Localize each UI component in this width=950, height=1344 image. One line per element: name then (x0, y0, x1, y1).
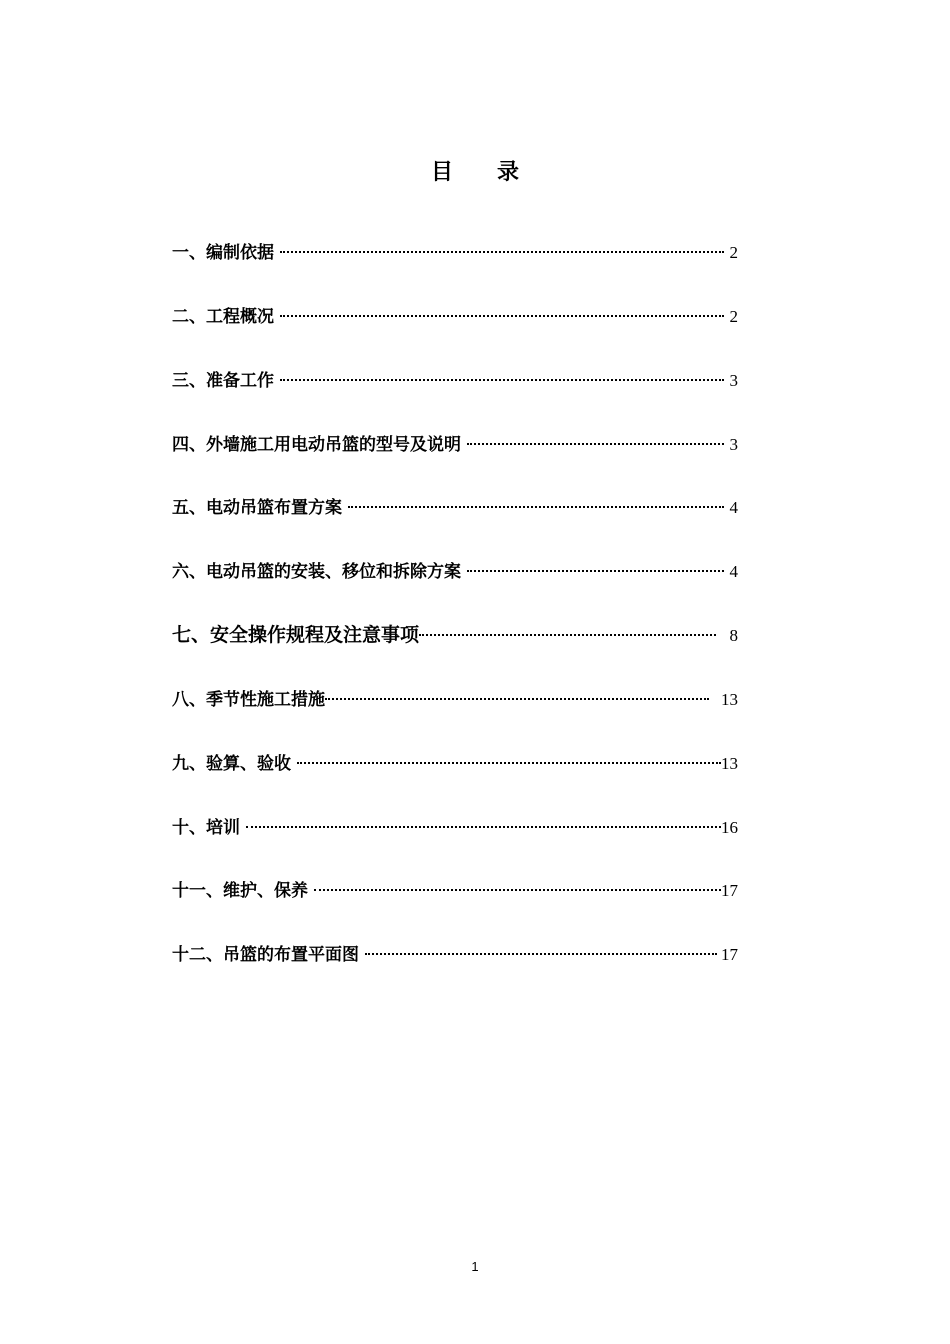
dot-leader (246, 826, 721, 828)
dot-leader (314, 889, 721, 891)
toc-entry-label: 四、外墙施工用电动吊篮的型号及说明 (172, 435, 461, 455)
toc-entry-page: 13 (721, 754, 738, 773)
toc-entry[interactable] (172, 753, 738, 775)
toc-entry-label: 十、培训 (172, 818, 240, 838)
toc-entry-page: 2 (729, 307, 738, 326)
toc-entry-page: 8 (729, 626, 738, 645)
page-title (0, 155, 950, 186)
dot-leader (280, 379, 724, 381)
toc-entry-page: 4 (729, 498, 738, 517)
toc-entry[interactable] (172, 561, 738, 583)
toc-entry-page: 13 (721, 690, 738, 709)
toc-entry[interactable] (172, 242, 738, 264)
toc-entry-page: 4 (729, 562, 738, 581)
toc-entry-label: 一、编制依据 (172, 243, 274, 263)
toc-entry[interactable] (172, 880, 738, 902)
dot-leader (297, 762, 721, 764)
toc-entry-label: 六、电动吊篮的安装、移位和拆除方案 (172, 562, 461, 582)
toc-entry-page: 2 (729, 243, 738, 262)
toc-entry-label: 十二、吊篮的布置平面图 (172, 945, 359, 965)
dot-leader (365, 953, 717, 955)
toc-entry-page: 17 (721, 881, 738, 900)
dot-leader (280, 315, 724, 317)
dot-leader (280, 251, 724, 253)
dot-leader (348, 506, 724, 508)
toc-entry-label: 十一、维护、保养 (172, 881, 308, 901)
toc-entry[interactable] (172, 689, 738, 711)
toc-entry[interactable] (172, 944, 738, 966)
dot-leader (467, 443, 724, 445)
toc-entry-page: 16 (721, 818, 738, 837)
toc-entry-label: 七、安全操作规程及注意事项 (172, 624, 420, 646)
title-char-1: 目 (430, 160, 453, 185)
toc-entry-label: 九、验算、验收 (172, 754, 291, 774)
toc-entry[interactable] (172, 497, 738, 519)
dot-leader (467, 570, 724, 572)
toc-entry-page: 3 (729, 371, 738, 390)
toc-entry-label: 二、工程概况 (172, 307, 274, 327)
toc-entry-label: 三、准备工作 (172, 371, 274, 391)
dot-leader (325, 698, 709, 700)
title-char-2: 录 (497, 160, 520, 185)
page-number: 1 (471, 1259, 479, 1274)
toc-entry[interactable] (172, 817, 738, 839)
toc-entry-label: 五、电动吊篮布置方案 (172, 498, 342, 518)
toc-entry[interactable] (172, 306, 738, 328)
toc-entry-label: 八、季节性施工措施 (172, 690, 325, 710)
toc-entry[interactable] (172, 434, 738, 456)
toc-entry[interactable] (172, 624, 738, 647)
dot-leader (419, 634, 716, 636)
toc-entry[interactable] (172, 370, 738, 392)
toc-entry-page: 3 (729, 435, 738, 454)
toc-entry-page: 17 (721, 945, 738, 964)
